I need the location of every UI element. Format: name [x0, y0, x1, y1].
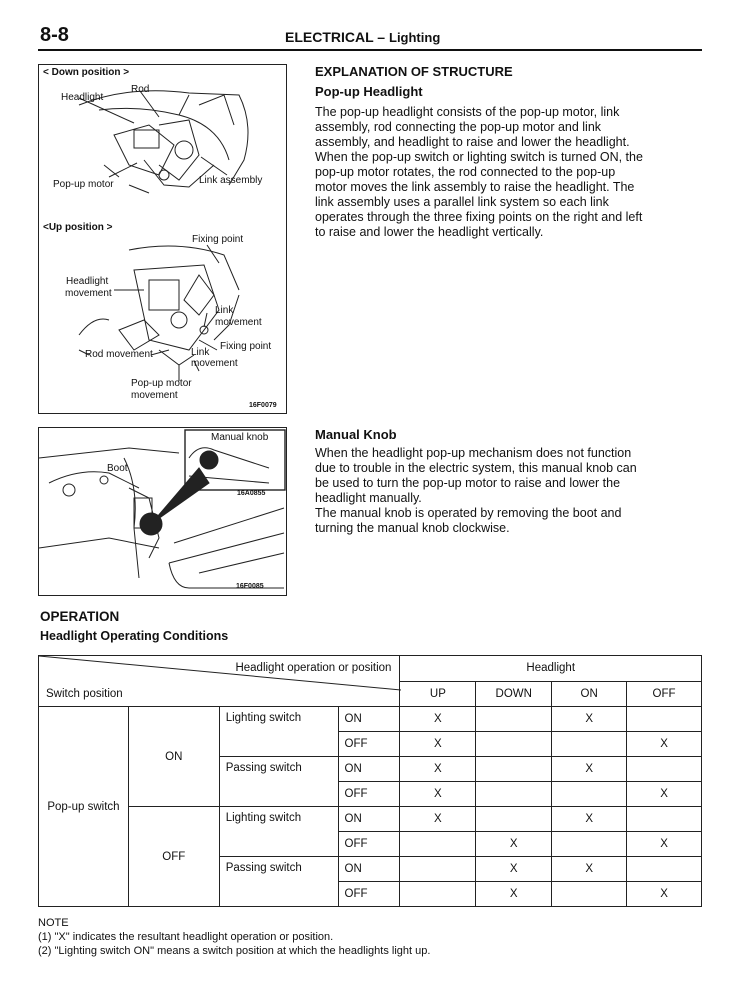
rod-label: Rod [131, 84, 150, 95]
mark-cell: X [400, 782, 476, 807]
body-line: due to trouble in the electric system, this manual knob can [315, 461, 637, 475]
manual-knob-label: Manual knob [211, 432, 269, 443]
fixing-point-label-bottom: Fixing point [220, 341, 272, 352]
table-corner-cell [39, 656, 400, 707]
mark-cell [400, 882, 476, 907]
popup-headlight-body [315, 105, 698, 240]
link-movement-label-b1: Link [191, 347, 210, 358]
mark-cell: X [552, 757, 627, 782]
note-title: NOTE [38, 917, 69, 929]
table-row [39, 707, 702, 732]
mark-cell [552, 882, 627, 907]
mark-cell [627, 857, 702, 882]
mark-cell [476, 782, 552, 807]
body-line: be used to turn the pop-up motor to raise and lower the [315, 476, 621, 490]
switch-pos-cell: OFF [338, 732, 400, 757]
link-movement-label-1: Link [215, 305, 234, 316]
mark-cell: X [476, 832, 552, 857]
link-assembly-label: Link assembly [199, 175, 263, 186]
body-line: turning the manual knob clockwise. [315, 521, 510, 535]
header-rule [38, 49, 702, 51]
section-title [285, 29, 440, 45]
switch-pos-cell: OFF [338, 782, 400, 807]
mechanism-illustration [39, 65, 286, 413]
switch-pos-cell: ON [338, 857, 400, 882]
popup-motor-movement-label-2: movement [131, 390, 178, 401]
body-line: pop-up motor rotates, the rod connected to the pop-up [315, 165, 616, 179]
table-header-row [39, 656, 702, 682]
note-item: (1) "X" indicates the resultant headlight operation or position. [38, 931, 334, 943]
mark-cell: X [627, 782, 702, 807]
mark-cell [552, 782, 627, 807]
mark-cell [476, 757, 552, 782]
down-position-label: < Down position > [43, 67, 130, 78]
headlight-label: Headlight [61, 92, 104, 103]
table-row [39, 807, 702, 832]
mark-cell: X [476, 882, 552, 907]
section-title-separator: – [373, 29, 389, 45]
body-line: motor moves the link assembly to raise the headlight. The [315, 180, 635, 194]
figure-code: 16F0079 [249, 402, 277, 409]
notes [38, 916, 430, 958]
conditions-heading: Headlight Operating Conditions [40, 629, 229, 643]
headlight-movement-label-1: Headlight [66, 276, 109, 287]
mark-cell [627, 707, 702, 732]
mark-cell: X [400, 732, 476, 757]
column-header: UP [400, 681, 476, 707]
mark-cell [400, 832, 476, 857]
explanation-heading: EXPLANATION OF STRUCTURE [315, 64, 513, 79]
mark-cell [552, 732, 627, 757]
mark-cell [476, 807, 552, 832]
switch-pos-cell: ON [338, 807, 400, 832]
page-number: 8-8 [40, 24, 69, 46]
up-position-label: <Up position > [43, 222, 113, 233]
section-title-main: ELECTRICAL [285, 29, 374, 45]
manual-knob-body [315, 446, 698, 536]
switch-name-cell: Passing switch [219, 857, 338, 907]
switch-pos-cell: OFF [338, 882, 400, 907]
mark-cell [552, 832, 627, 857]
mark-cell: X [552, 857, 627, 882]
mark-cell: X [400, 807, 476, 832]
body-line: When the headlight pop-up mechanism does not function [315, 446, 632, 460]
manual-knob-illustration [39, 428, 286, 595]
switch-name-cell: Passing switch [219, 757, 338, 807]
operation-heading: OPERATION [40, 609, 120, 624]
fixing-point-label-top: Fixing point [192, 234, 244, 245]
column-header: OFF [627, 681, 702, 707]
mark-cell: X [627, 832, 702, 857]
popup-state-cell: ON [128, 707, 219, 807]
headlight-movement-label-2: movement [65, 288, 112, 299]
body-line: When the pop-up switch or lighting switch is turned ON, the [315, 150, 643, 164]
headlight-group-header: Headlight [400, 656, 702, 682]
mark-cell [627, 807, 702, 832]
mark-cell: X [476, 857, 552, 882]
mark-cell [476, 707, 552, 732]
mark-cell: X [552, 707, 627, 732]
rod-movement-label: Rod movement [85, 349, 153, 360]
switch-name-cell: Lighting switch [219, 807, 338, 857]
mark-cell: X [627, 882, 702, 907]
body-line: to raise and lower the headlight vertically. [315, 225, 544, 239]
mark-cell: X [400, 707, 476, 732]
body-line: assembly, and headlight to raise and lower the headlight. [315, 135, 630, 149]
popup-state-cell: OFF [128, 807, 219, 907]
corner-top-label: Headlight operation or position [235, 662, 392, 674]
popup-switch-cell: Pop-up switch [39, 707, 129, 907]
headlight-conditions-table [38, 655, 702, 907]
figure-code: 16F0085 [236, 583, 264, 590]
body-line: operates through the three fixing points on the right and left [315, 210, 643, 224]
mark-cell [476, 732, 552, 757]
popup-motor-label: Pop-up motor [53, 179, 114, 190]
switch-pos-cell: ON [338, 757, 400, 782]
popup-motor-movement-label-1: Pop-up motor [131, 378, 192, 389]
link-movement-label-2: movement [215, 317, 262, 328]
popup-headlight-heading: Pop-up Headlight [315, 84, 423, 99]
section-subtitle: Lighting [389, 30, 441, 45]
body-line: The pop-up headlight consists of the pop-up motor, link [315, 105, 620, 119]
switch-pos-cell: OFF [338, 832, 400, 857]
inset-code: 16A0855 [237, 490, 266, 497]
body-line: The manual knob is operated by removing the boot and [315, 506, 622, 520]
body-line: link assembly uses a parallel link system so each link [315, 195, 609, 209]
boot-label: Boot [107, 463, 128, 474]
corner-bottom-label: Switch position [46, 688, 123, 700]
body-line: headlight manually. [315, 491, 422, 505]
mark-cell: X [627, 732, 702, 757]
note-item: (2) "Lighting switch ON" means a switch position at which the headlights light up. [38, 945, 431, 957]
figure-popup-mechanism [38, 64, 287, 414]
mark-cell [627, 757, 702, 782]
switch-pos-cell: ON [338, 707, 400, 732]
column-header: ON [552, 681, 627, 707]
switch-name-cell: Lighting switch [219, 707, 338, 757]
mark-cell: X [400, 757, 476, 782]
mark-cell: X [552, 807, 627, 832]
figure-manual-knob [38, 427, 287, 596]
manual-knob-heading: Manual Knob [315, 427, 397, 442]
body-line: assembly, rod connecting the pop-up motor and link [315, 120, 602, 134]
column-header: DOWN [476, 681, 552, 707]
mark-cell [400, 857, 476, 882]
link-movement-label-b2: movement [191, 358, 238, 369]
